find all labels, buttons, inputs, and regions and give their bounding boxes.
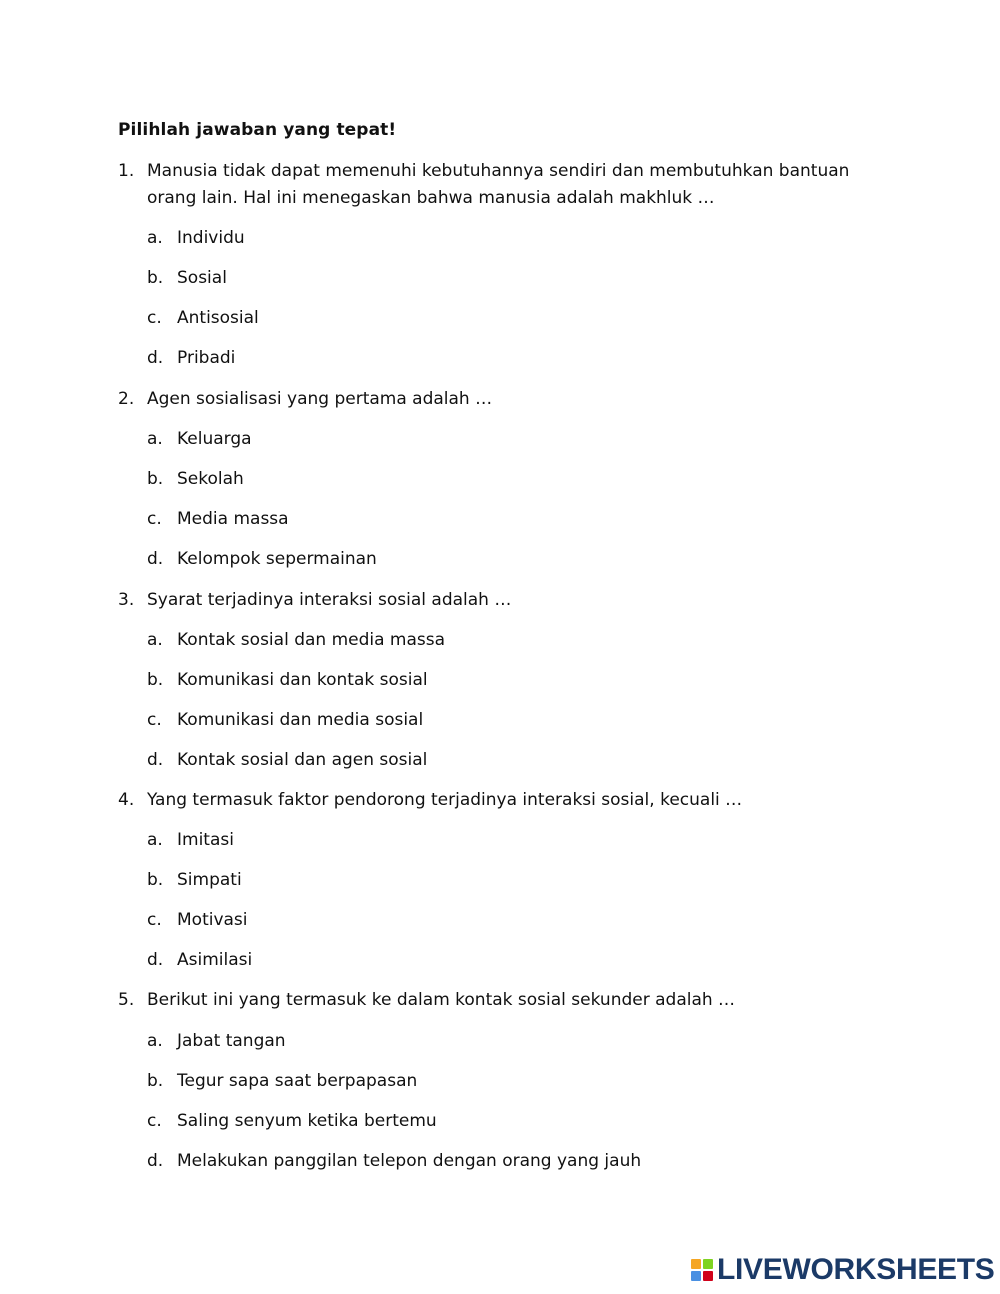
question-4-text: Yang termasuk faktor pendorong terjadinya interaksi sosial, kecuali … xyxy=(147,790,743,810)
q2-option-c[interactable]: Media massa xyxy=(177,509,289,529)
q2-option-c-letter: c. xyxy=(147,509,162,529)
q1-option-c[interactable]: Antisosial xyxy=(177,308,259,328)
q5-option-b[interactable]: Tegur sapa saat berpapasan xyxy=(177,1071,418,1091)
q1-option-a-letter: a. xyxy=(147,228,163,248)
logo-blocks-icon xyxy=(691,1259,713,1281)
question-3-text: Syarat terjadinya interaksi sosial adalah … xyxy=(147,590,512,610)
question-5-number: 5. xyxy=(118,990,135,1010)
q3-option-b-letter: b. xyxy=(147,670,164,690)
logo-block xyxy=(691,1259,701,1269)
q5-option-b-letter: b. xyxy=(147,1071,164,1091)
q3-option-a[interactable]: Kontak sosial dan media massa xyxy=(177,630,446,650)
q1-option-c-letter: c. xyxy=(147,308,162,328)
q1-option-a[interactable]: Individu xyxy=(177,228,245,248)
q5-option-c[interactable]: Saling senyum ketika bertemu xyxy=(177,1111,437,1131)
question-1-text: Manusia tidak dapat memenuhi kebutuhannya sendiri dan membutuhkan bantuan orang lain. Hal ini menegaskan bahwa manusia adalah makhluk … xyxy=(147,161,850,208)
q5-option-a-letter: a. xyxy=(147,1031,163,1051)
q5-option-c-letter: c. xyxy=(147,1111,162,1131)
q5-option-a[interactable]: Jabat tangan xyxy=(177,1031,286,1051)
q1-option-b[interactable]: Sosial xyxy=(177,268,227,288)
q1-option-d-letter: d. xyxy=(147,348,164,368)
q4-option-d-letter: d. xyxy=(147,950,164,970)
q2-option-d[interactable]: Kelompok sepermainan xyxy=(177,549,377,569)
q3-option-d[interactable]: Kontak sosial dan agen sosial xyxy=(177,750,428,770)
logo-block xyxy=(703,1271,713,1281)
logo-block xyxy=(703,1259,713,1269)
q3-option-c-letter: c. xyxy=(147,710,162,730)
q4-option-c[interactable]: Motivasi xyxy=(177,910,248,930)
q3-option-c[interactable]: Komunikasi dan media sosial xyxy=(177,710,424,730)
q2-option-d-letter: d. xyxy=(147,549,164,569)
liveworksheets-logo xyxy=(691,1254,995,1286)
q5-option-d-letter: d. xyxy=(147,1151,164,1171)
q4-option-a-letter: a. xyxy=(147,830,163,850)
q3-option-b[interactable]: Komunikasi dan kontak sosial xyxy=(177,670,428,690)
logo-text: LIVEWORKSHEETS xyxy=(717,1253,995,1286)
question-4-number: 4. xyxy=(118,790,135,810)
question-5-text: Berikut ini yang termasuk ke dalam kontak sosial sekunder adalah … xyxy=(147,990,736,1010)
q1-option-d[interactable]: Pribadi xyxy=(177,348,236,368)
question-2-number: 2. xyxy=(118,389,135,409)
q3-option-a-letter: a. xyxy=(147,630,163,650)
q2-option-a-letter: a. xyxy=(147,429,163,449)
q1-option-b-letter: b. xyxy=(147,268,164,288)
question-1-number: 1. xyxy=(118,161,135,181)
q4-option-a[interactable]: Imitasi xyxy=(177,830,234,850)
q2-option-b[interactable]: Sekolah xyxy=(177,469,244,489)
q4-option-b-letter: b. xyxy=(147,870,164,890)
q4-option-b[interactable]: Simpati xyxy=(177,870,242,890)
q4-option-d[interactable]: Asimilasi xyxy=(177,950,253,970)
instruction-heading: Pilihlah jawaban yang tepat! xyxy=(118,120,397,140)
q2-option-a[interactable]: Keluarga xyxy=(177,429,252,449)
q3-option-d-letter: d. xyxy=(147,750,164,770)
q2-option-b-letter: b. xyxy=(147,469,164,489)
question-3-number: 3. xyxy=(118,590,135,610)
logo-block xyxy=(691,1271,701,1281)
q5-option-d[interactable]: Melakukan panggilan telepon dengan orang yang jauh xyxy=(177,1151,642,1171)
q4-option-c-letter: c. xyxy=(147,910,162,930)
question-2-text: Agen sosialisasi yang pertama adalah … xyxy=(147,389,493,409)
